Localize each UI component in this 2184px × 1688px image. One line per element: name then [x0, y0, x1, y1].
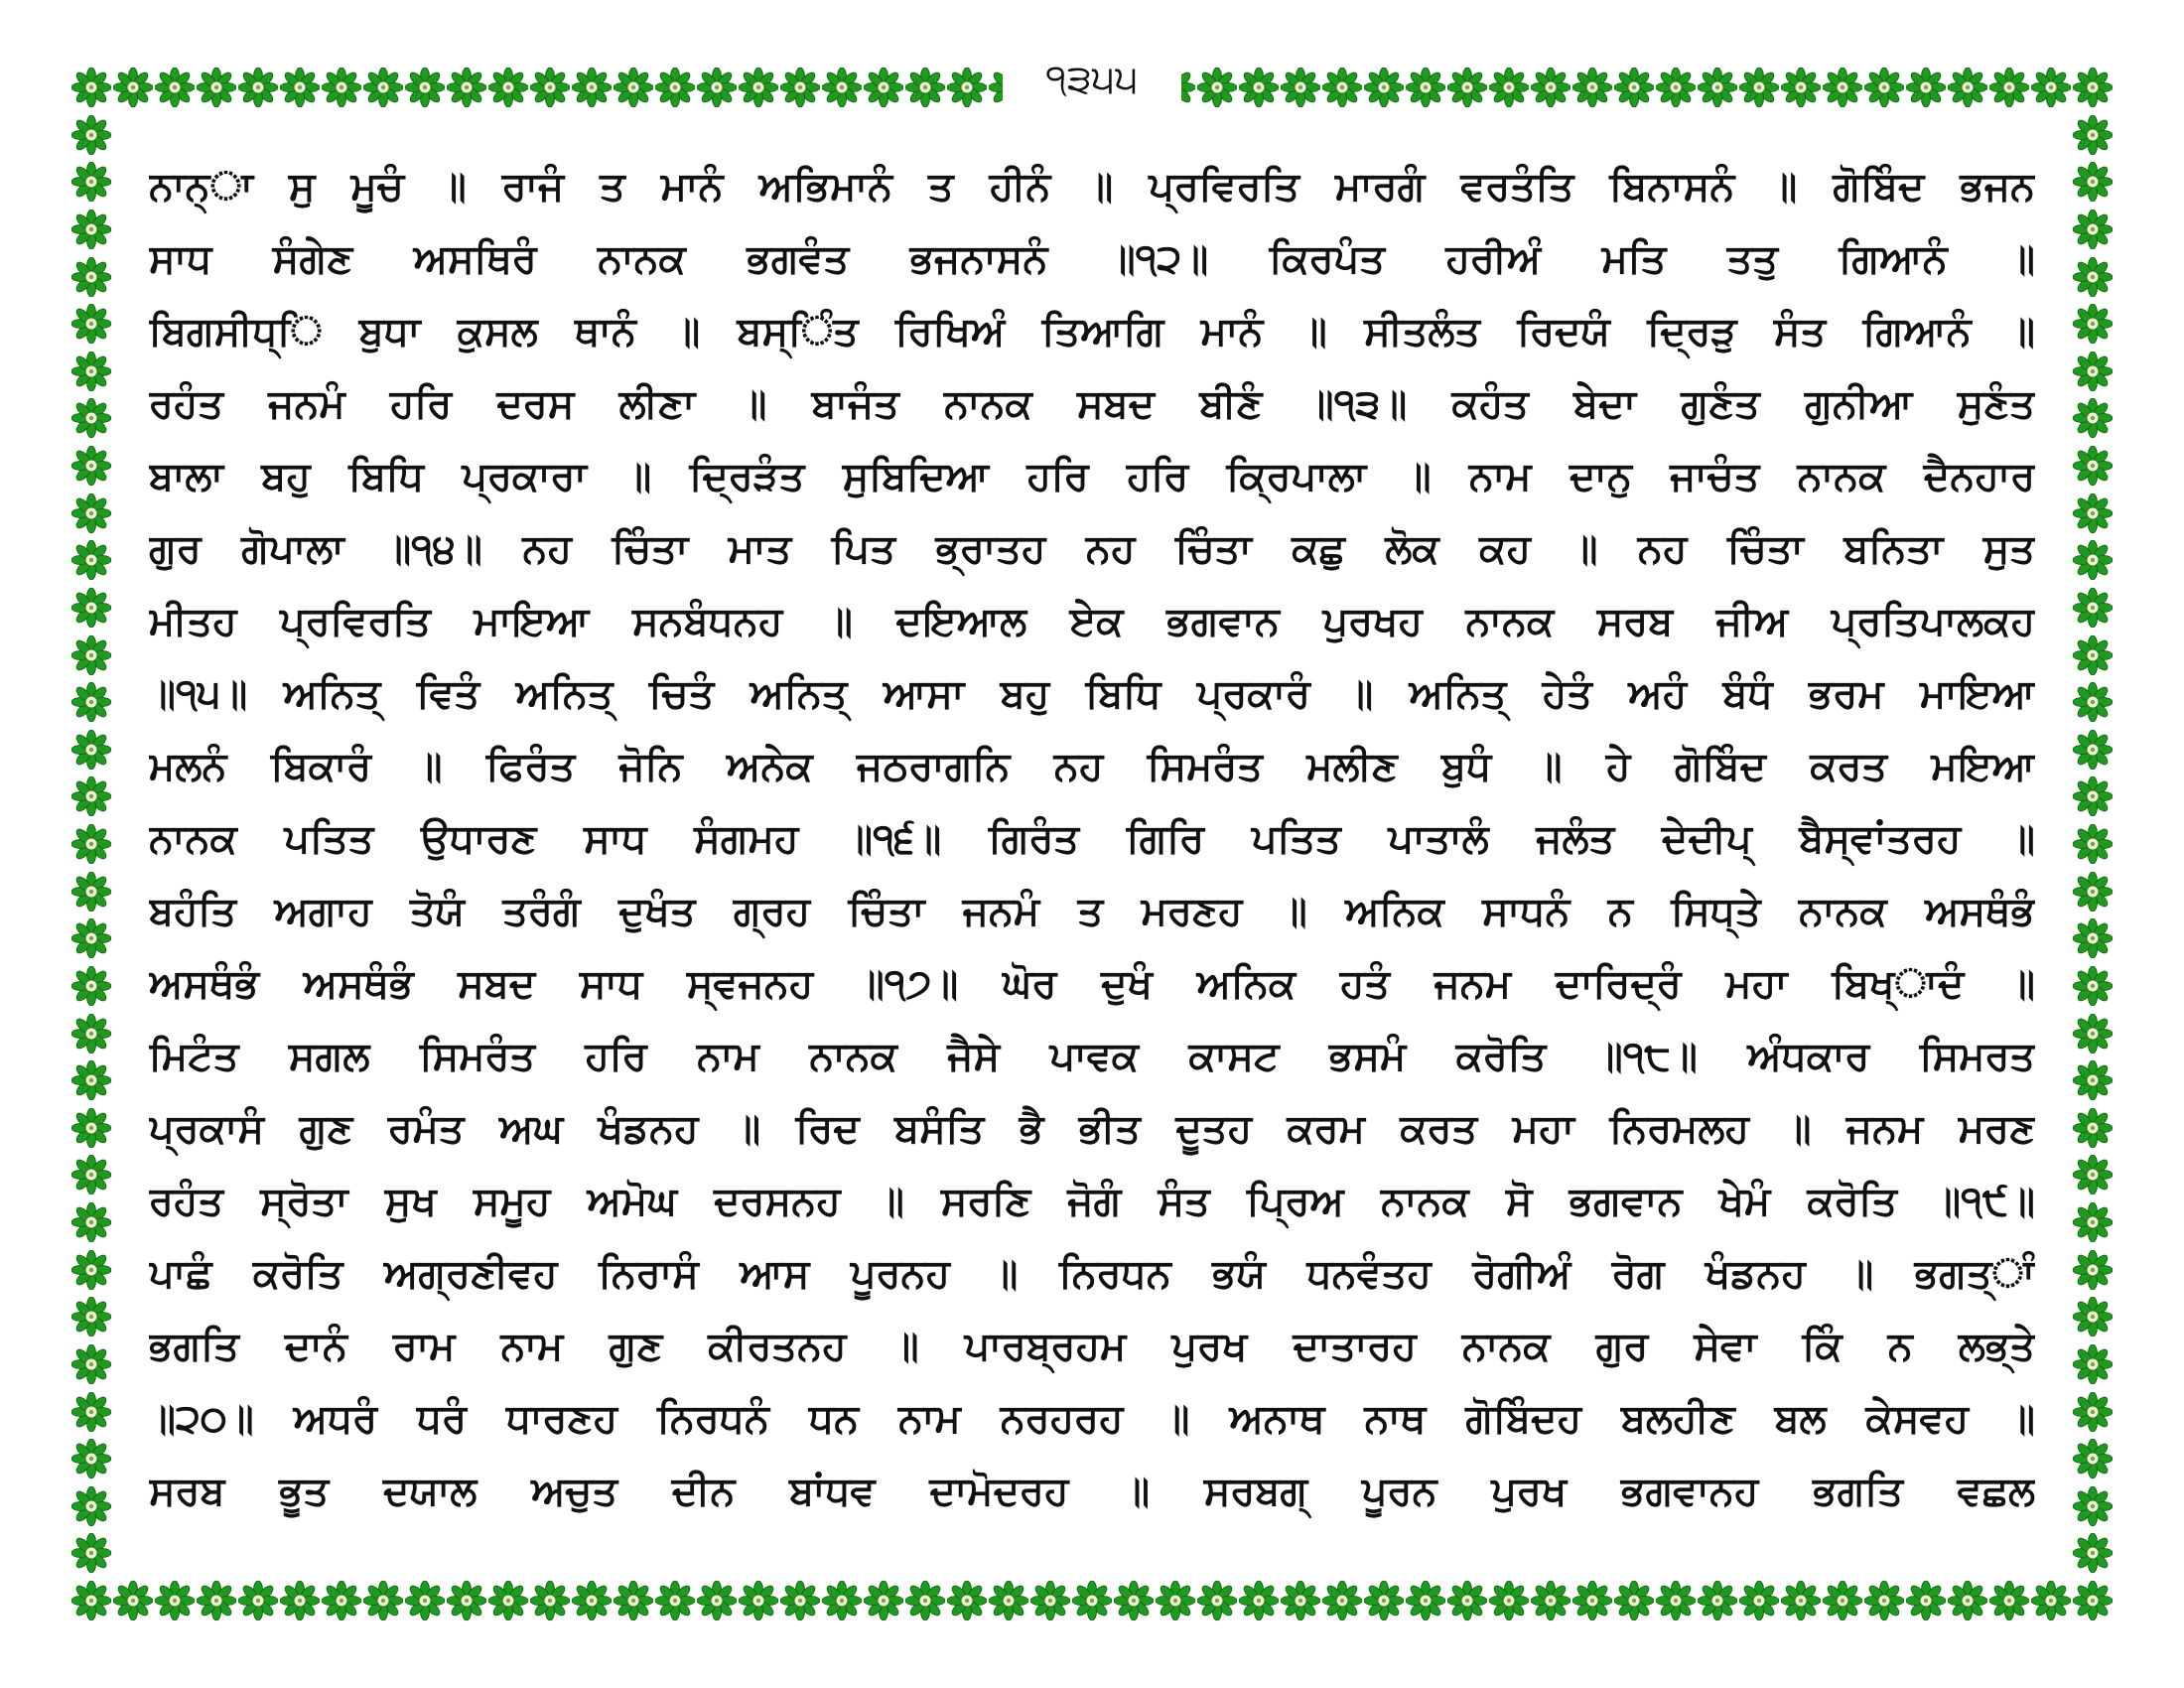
flower-icon [1739, 1581, 1779, 1620]
flower-icon [113, 1581, 153, 1620]
flower-icon [2073, 257, 2113, 297]
flower-icon [2073, 872, 2113, 912]
flower-icon [1489, 68, 1529, 107]
flower-icon [614, 1581, 653, 1620]
flower-icon [197, 68, 236, 107]
flower-icon [1447, 1581, 1487, 1620]
flower-icon [1781, 68, 1821, 107]
flower-icon [864, 1581, 903, 1620]
flower-icon [71, 257, 111, 297]
flower-icon [1572, 68, 1612, 107]
verse-line: ਅਸਥੰਭੰ ਅਸਥੰਭੰ ਸਬਦ ਸਾਧ ਸ੍ਵਜਨਹ ॥੧੭॥ ਘੋਰ ਦੁਖੰ ਅਨਿਕ ਹਤੰ ਜਨਮ ਦਾਰਿਦ੍ਰੰ ਮਹਾ ਬਿਖ੍ਾਦੰ ॥ [149, 961, 2035, 1007]
flower-icon [71, 540, 111, 580]
flower-icon [2073, 730, 2113, 770]
flower-icon [1989, 68, 2029, 107]
flower-icon [2073, 540, 2113, 580]
flower-icon [2073, 966, 2113, 1006]
flower-icon [655, 1581, 695, 1620]
flower-icon [71, 398, 111, 438]
flower-icon [71, 682, 111, 722]
flower-icon [1864, 68, 1904, 107]
flower-icon [739, 68, 778, 107]
verse-line: ਮਿਟੰਤ ਸਗਲ ਸਿਮਰੰਤ ਹਰਿ ਨਾਮ ਨਾਨਕ ਜੈਸੇ ਪਾਵਕ ਕਾਸਟ ਭਸਮੰ ਕਰੋਤਿ ॥੧੮॥ ਅੰਧਕਾਰ ਸਿਮਰਤ [149, 1034, 2035, 1079]
flower-icon [947, 1581, 987, 1620]
flower-icon [2073, 1155, 2113, 1195]
flower-icon [2073, 1344, 2113, 1384]
flower-icon [363, 1581, 403, 1620]
flower-icon [1823, 68, 1862, 107]
flower-icon [447, 1581, 486, 1620]
flower-icon [2073, 1014, 2113, 1054]
flower-icon [530, 1581, 570, 1620]
flower-icon [572, 1581, 612, 1620]
flower-icon [238, 1581, 278, 1620]
verse-line: ਸਰਬ ਭੂਤ ਦਯਾਲ ਅਚੁਤ ਦੀਨ ਬਾਂਧਵ ਦਾਮੋਦਰਹ ॥ ਸਰਬਗ੍ ਪੂਰਨ ਪੁਰਖ ਭਗਵਾਨਹ ਭਗਤਿ ਵਛਲ [149, 1469, 2035, 1514]
flower-icon [280, 1581, 320, 1620]
flower-icon [572, 68, 612, 107]
flower-icon [71, 352, 111, 391]
flower-icon [1739, 68, 1779, 107]
verse-line: ਪ੍ਰਕਾਸੰ ਗੁਣ ਰਮੰਤ ਅਘ ਖੰਡਨਹ ॥ ਰਿਦ ਬਸੰਤਿ ਭੈ ਭੀਤ ਦੂਤਹ ਕਰਮ ਕਰਤ ਮਹਾ ਨਿਰਮਲਹ ॥ ਜਨਮ ਮਰਣ [149, 1106, 2035, 1152]
verse-line: ਰਹੰਤ ਸ੍ਰੋਤਾ ਸੁਖ ਸਮੂਹ ਅਮੋਘ ਦਰਸਨਹ ॥ ਸਰਣਿ ਜੋਗੰ ਸੰਤ ਪ੍ਰਿਅ ਨਾਨਕ ਸੋ ਭਗਵਾਨ ਖੇਮੰ ਕਰੋਤਿ ॥੧੯॥ [149, 1179, 2035, 1224]
flower-icon [2073, 1202, 2113, 1242]
flower-icon [2073, 682, 2113, 722]
flower-icon [1114, 1581, 1154, 1620]
flower-icon [1072, 1581, 1112, 1620]
flower-icon [2073, 1581, 2113, 1620]
flower-icon [71, 446, 111, 486]
verse-line: ਰਹੰਤ ਜਨਮੰ ਹਰਿ ਦਰਸ ਲੀਣਾ ॥ ਬਾਜੰਤ ਨਾਨਕ ਸਬਦ ਬੀਣੰ ॥੧੩॥ ਕਹੰਤ ਬੇਦਾ ਗੁਣੰਤ ਗੁਨੀਆ ਸੁਣੰਤ [149, 381, 2035, 427]
verse-line: ਗੁਰ ਗੋਪਾਲਾ ॥੧੪॥ ਨਹ ਚਿੰਤਾ ਮਾਤ ਪਿਤ ਭ੍ਰਾਤਹ ਨਹ ਚਿੰਤਾ ਕਛੁ ਲੋਕ ਕਹ ॥ ਨਹ ਚਿੰਤਾ ਬਨਿਤਾ ਸੁਤ [149, 526, 2035, 572]
flower-icon [780, 1581, 820, 1620]
verse-line: ਪਾਛੰ ਕਰੋਤਿ ਅਗ੍ਰਣੀਵਹ ਨਿਰਾਸੰ ਆਸ ਪੂਰਨਹ ॥ ਨਿਰਧਨ ਭਯੰ ਧਨਵੰਤਹ ਰੋਗੀਅੰ ਰੋਗ ਖੰਡਨਹ ॥ ਭਗਤ੍ਾੰ [149, 1251, 2035, 1297]
flower-icon [2073, 352, 2113, 391]
flower-icon [2073, 1250, 2113, 1290]
flower-icon [1698, 68, 1737, 107]
flower-icon [1906, 68, 1946, 107]
verse-line: ਭਗਤਿ ਦਾਨੰ ਰਾਮ ਨਾਮ ਗੁਣ ਕੀਰਤਨਹ ॥ ਪਾਰਬ੍ਰਹਮ ਪੁਰਖ ਦਾਤਾਰਹ ਨਾਨਕ ਗੁਰ ਸੇਵਾ ਕਿੰ ਨ ਲਭ੍ਤੇ [149, 1324, 2035, 1369]
flower-icon [2073, 635, 2113, 675]
flower-icon [2073, 398, 2113, 438]
flower-icon [1781, 1581, 1821, 1620]
verse-line: ਬਿਗਸੀਧ੍ਿ ਬੁਧਾ ਕੁਸਲ ਥਾਨੰ ॥ ਬਸ੍ਿੰਤ ਰਿਖਿਅੰ ਤਿਆਗਿ ਮਾਨੰ ॥ ਸੀਤਲੰਤ ਰਿਦਯੰ ਦ੍ਰਿੜੁ ਸੰਤ ਗਿਆਨੰ ॥ [149, 309, 2035, 354]
flower-icon [1197, 68, 1237, 107]
flower-icon [71, 304, 111, 344]
verse-text-block [149, 154, 2035, 1539]
flower-icon [2031, 68, 2071, 107]
flower-icon [2073, 304, 2113, 344]
page-number: ੧੩੫੫ [1003, 50, 1181, 109]
flower-icon [1030, 1581, 1070, 1620]
flower-icon [71, 162, 111, 202]
flower-icon [71, 966, 111, 1006]
flower-icon [1156, 1581, 1195, 1620]
flower-icon [71, 115, 111, 155]
flower-icon [447, 68, 486, 107]
flower-icon [614, 68, 653, 107]
verse-line: ਸਾਧ ਸੰਗੇਣ ਅਸਥਿਰੰ ਨਾਨਕ ਭਗਵੰਤ ਭਜਨਾਸਨੰ ॥੧੨॥ ਕਿਰਪੰਤ ਹਰੀਅੰ ਮਤਿ ਤਤੁ ਗਿਆਨੰ ॥ [149, 236, 2035, 282]
flower-icon [780, 68, 820, 107]
flower-icon [71, 210, 111, 249]
flower-icon [989, 1581, 1028, 1620]
flower-icon [488, 68, 528, 107]
flower-icon [739, 1581, 778, 1620]
flower-icon [1989, 1581, 2029, 1620]
flower-icon [113, 68, 153, 107]
flower-icon [1364, 1581, 1404, 1620]
flower-icon [71, 588, 111, 628]
flower-icon [238, 68, 278, 107]
flower-icon [2073, 115, 2113, 155]
verse-line: ॥੧੫॥ ਅਨਿਤ੍ ਵਿਤੰ ਅਨਿਤ੍ ਚਿਤੰ ਅਨਿਤ੍ ਆਸਾ ਬਹੁ ਬਿਧਿ ਪ੍ਰਕਾਰੰ ॥ ਅਨਿਤ੍ ਹੇਤੰ ਅਹੰ ਬੰਧੰ ਭਰਮ ਮਾਇਆ [149, 671, 2035, 717]
flower-icon [71, 1014, 111, 1054]
flower-icon [2073, 1392, 2113, 1432]
flower-icon [155, 1581, 195, 1620]
flower-icon [2073, 918, 2113, 958]
flower-icon [1281, 1581, 1320, 1620]
flower-icon [71, 872, 111, 912]
flower-icon [405, 68, 445, 107]
flower-icon [1239, 68, 1279, 107]
flower-icon [322, 1581, 361, 1620]
flower-icon [2073, 1297, 2113, 1336]
flower-icon [71, 1439, 111, 1478]
flower-icon [71, 493, 111, 533]
flower-icon [822, 68, 862, 107]
flower-icon [2073, 1533, 2113, 1573]
flower-icon [71, 68, 111, 107]
flower-icon [71, 1486, 111, 1526]
flower-icon [1656, 68, 1696, 107]
flower-icon [2073, 446, 2113, 486]
flower-icon [71, 1108, 111, 1148]
flower-icon [2073, 493, 2113, 533]
flower-icon [280, 68, 320, 107]
flower-icon [655, 68, 695, 107]
flower-icon [71, 1155, 111, 1195]
verse-line: ॥੨੦॥ ਅਧਰੰ ਧਰੰ ਧਾਰਣਹ ਨਿਰਧਨੰ ਧਨ ਨਾਮ ਨਰਹਰਹ ॥ ਅਨਾਥ ਨਾਥ ਗੋਬਿੰਦਹ ਬਲਹੀਣ ਬਲ ਕੇਸਵਹ ॥ [149, 1396, 2035, 1442]
flower-icon [2073, 776, 2113, 816]
flower-icon [1656, 1581, 1696, 1620]
flower-icon [71, 918, 111, 958]
flower-icon [71, 1392, 111, 1432]
flower-icon [864, 68, 903, 107]
flower-icon [2073, 1486, 2113, 1526]
flower-icon [530, 68, 570, 107]
flower-icon [1197, 1581, 1237, 1620]
flower-icon [1572, 1581, 1612, 1620]
flower-icon [71, 1533, 111, 1573]
flower-icon [71, 730, 111, 770]
flower-icon [2073, 1060, 2113, 1100]
flower-icon [1281, 68, 1320, 107]
flower-icon [155, 68, 195, 107]
flower-icon [2073, 210, 2113, 249]
flower-icon [71, 635, 111, 675]
flower-icon [1864, 1581, 1904, 1620]
flower-icon [697, 1581, 737, 1620]
flower-icon [71, 824, 111, 864]
flower-icon [947, 68, 987, 107]
flower-icon [905, 1581, 945, 1620]
flower-icon [2073, 68, 2113, 107]
verse-line: ਬਾਲਾ ਬਹੁ ਬਿਧਿ ਪ੍ਰਕਾਰਾ ॥ ਦ੍ਰਿੜੰਤ ਸੁਬਿਦਿਆ ਹਰਿ ਹਰਿ ਕ੍ਰਿਪਾਲਾ ॥ ਨਾਮ ਦਾਨੁ ਜਾਚੰਤ ਨਾਨਕ ਦੈਨਹਾਰ [149, 454, 2035, 499]
flower-icon [363, 68, 403, 107]
flower-icon [2031, 1581, 2071, 1620]
flower-icon [905, 68, 945, 107]
flower-icon [1406, 1581, 1445, 1620]
flower-icon [1531, 1581, 1570, 1620]
flower-icon [1698, 1581, 1737, 1620]
flower-icon [1823, 1581, 1862, 1620]
flower-icon [697, 68, 737, 107]
flower-icon [1531, 68, 1570, 107]
flower-icon [1406, 68, 1445, 107]
flower-icon [2073, 162, 2113, 202]
flower-icon [322, 68, 361, 107]
flower-icon [2073, 1108, 2113, 1148]
flower-icon [1322, 68, 1362, 107]
flower-icon [1614, 1581, 1654, 1620]
verse-line: ਨਾਨਕ ਪਤਿਤ ਉਧਾਰਣ ਸਾਧ ਸੰਗਮਹ ॥੧੬॥ ਗਿਰੰਤ ਗਿਰਿ ਪਤਿਤ ਪਾਤਾਲੰ ਜਲੰਤ ਦੇਦੀਪ੍ ਬੈਸ੍ਵਾਂਤਰਹ ॥ [149, 816, 2035, 862]
verse-line: ਮੀਤਹ ਪ੍ਰਵਿਰਤਿ ਮਾਇਆ ਸਨਬੰਧਨਹ ॥ ਦਇਆਲ ਏਕ ਭਗਵਾਨ ਪੁਰਖਹ ਨਾਨਕ ਸਰਬ ਜੀਅ ਪ੍ਰਤਿਪਾਲਕਹ [149, 599, 2035, 644]
flower-icon [1948, 68, 1987, 107]
flower-icon [1489, 1581, 1529, 1620]
flower-icon [2073, 824, 2113, 864]
verse-line: ਮਲਨੰ ਬਿਕਾਰੰ ॥ ਫਿਰੰਤ ਜੋਨਿ ਅਨੇਕ ਜਠਰਾਗਨਿ ਨਹ ਸਿਮਰੰਤ ਮਲੀਣ ਬੁਧੰ ॥ ਹੇ ਗੋਬਿੰਦ ਕਰਤ ਮਇਆ [149, 744, 2035, 789]
flower-icon [822, 1581, 862, 1620]
flower-icon [1948, 1581, 1987, 1620]
flower-icon [71, 1344, 111, 1384]
flower-icon [488, 1581, 528, 1620]
flower-icon [71, 1250, 111, 1290]
flower-icon [71, 1202, 111, 1242]
flower-icon [71, 1297, 111, 1336]
flower-icon [1906, 1581, 1946, 1620]
flower-icon [1447, 68, 1487, 107]
flower-icon [71, 776, 111, 816]
flower-icon [1364, 68, 1404, 107]
flower-icon [1239, 1581, 1279, 1620]
flower-icon [71, 1581, 111, 1620]
flower-icon [197, 1581, 236, 1620]
flower-icon [2073, 588, 2113, 628]
verse-line: ਨਾਨ੍ਾ ਸੁ ਮੂਚੰ ॥ ਰਾਜੰ ਤ ਮਾਨੰ ਅਭਿਮਾਨੰ ਤ ਹੀਨੰ ॥ ਪ੍ਰਵਿਰਤਿ ਮਾਰਗੰ ਵਰਤੰਤਿ ਬਿਨਾਸਨੰ ॥ ਗੋਬਿੰਦ ਭਜਨ [149, 164, 2035, 210]
flower-icon [71, 1060, 111, 1100]
flower-icon [405, 1581, 445, 1620]
verse-line: ਬਹੰਤਿ ਅਗਾਹ ਤੋਯੰ ਤਰੰਗੰ ਦੁਖੰਤ ਗ੍ਰਹ ਚਿੰਤਾ ਜਨਮੰ ਤ ਮਰਣਹ ॥ ਅਨਿਕ ਸਾਧਨੰ ਨ ਸਿਧ੍ਤੇ ਨਾਨਕ ਅਸਥੰਭੰ [149, 889, 2035, 934]
flower-icon [1322, 1581, 1362, 1620]
flower-icon [1614, 68, 1654, 107]
flower-icon [2073, 1439, 2113, 1478]
